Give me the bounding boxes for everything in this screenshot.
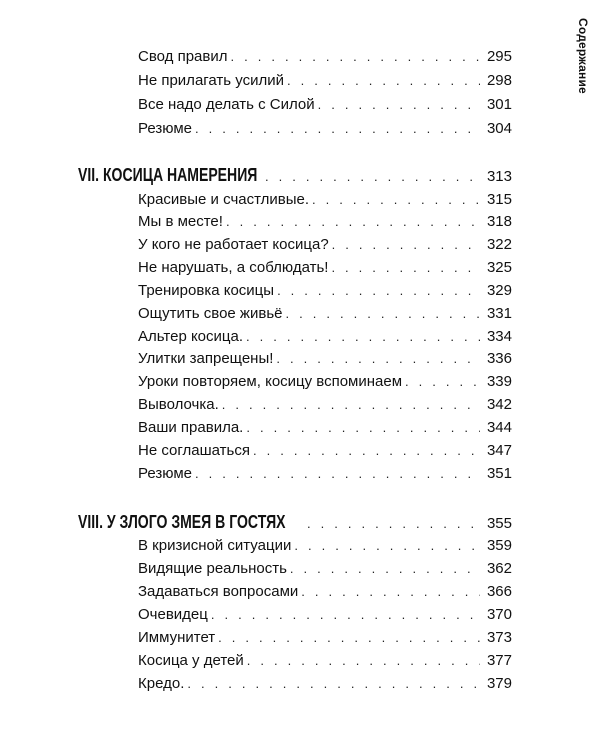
- toc-entry-title: В кризисной ситуации: [138, 537, 292, 554]
- toc-entry: [138, 279, 512, 303]
- toc-entry-page: 342: [486, 396, 512, 413]
- toc-entry-page: 373: [486, 629, 512, 646]
- toc-entry: [138, 325, 512, 349]
- toc-leader-dots: [276, 347, 480, 371]
- toc-entry: [138, 649, 512, 673]
- toc-entry-title: Видящие реальность: [138, 560, 287, 577]
- toc-entry: [138, 347, 512, 371]
- toc-entry-title: Очевидец: [138, 606, 208, 623]
- toc-leader-dots: [405, 370, 480, 394]
- toc-chapter-page: 355: [486, 515, 512, 532]
- toc-chapter: [78, 510, 512, 534]
- toc-leader-dots: [307, 512, 480, 536]
- toc-leader-dots: [332, 233, 480, 257]
- toc-entry-title: Иммунитет: [138, 629, 216, 646]
- toc-entry: [138, 69, 512, 93]
- toc-entry: [138, 626, 512, 650]
- toc-leader-dots: [246, 416, 480, 440]
- toc-leader-dots: [294, 534, 480, 558]
- toc-entry: [138, 603, 512, 627]
- toc-entry-page: 370: [486, 606, 512, 623]
- toc-leader-dots: [246, 325, 480, 349]
- toc-entry: [138, 580, 512, 604]
- toc-leader-dots: [247, 649, 480, 673]
- toc-entry-page: 366: [486, 583, 512, 600]
- running-head: Содержание: [576, 18, 590, 94]
- toc-entry-page: 329: [486, 282, 512, 299]
- toc-entry-title: Все надо делать с Силой: [138, 96, 315, 113]
- toc-entry: [138, 462, 512, 486]
- toc-entry: [138, 393, 512, 417]
- toc-chapter-title: VII. КОСИЦА НАМЕРЕНИЯ: [78, 165, 258, 185]
- toc-entry-title: Тренировка косицы: [138, 282, 275, 299]
- toc-leader-dots: [331, 256, 480, 280]
- toc-leader-dots: [301, 580, 480, 604]
- toc-entry-page: 298: [486, 72, 512, 89]
- toc-entry-title: Свод правил: [138, 48, 228, 65]
- toc-entry-page: 325: [486, 259, 512, 276]
- toc-leader-dots: [218, 626, 480, 650]
- toc-leader-dots: [285, 302, 480, 326]
- toc-leader-dots: [312, 188, 480, 212]
- toc-entry-page: 295: [486, 48, 512, 65]
- toc-leader-dots: [222, 393, 480, 417]
- toc-entry-title: Выволочка.: [138, 396, 219, 413]
- toc-entry-page: 339: [486, 373, 512, 390]
- toc-entry-title: Красивые и счастливые.: [138, 191, 310, 208]
- toc-entry: [138, 117, 512, 141]
- toc-leader-dots: [318, 93, 480, 117]
- toc-entry: [138, 93, 512, 117]
- toc-entry-title: Альтер косица.: [138, 328, 244, 345]
- toc-leader-dots: [187, 672, 480, 696]
- toc-entry: [138, 256, 512, 280]
- toc-entry-title: Ваши правила.: [138, 419, 244, 436]
- toc-entry: [138, 557, 512, 581]
- toc-leader-dots: [195, 117, 480, 141]
- toc-entry-title: Ощутить свое живьё: [138, 305, 283, 322]
- toc-entry-page: 315: [486, 191, 512, 208]
- toc-entry-title: Мы в месте!: [138, 213, 223, 230]
- toc-entry-page: 318: [486, 213, 512, 230]
- toc-entry: [138, 45, 512, 69]
- toc-leader-dots: [195, 462, 480, 486]
- toc-entry: [138, 534, 512, 558]
- toc-leader-dots: [211, 603, 480, 627]
- toc-entry-page: 336: [486, 350, 512, 367]
- toc-entry-page: 304: [486, 120, 512, 137]
- toc-entry-page: 344: [486, 419, 512, 436]
- toc-entry-page: 351: [486, 465, 512, 482]
- toc-chapter-title: VIII. У ЗЛОГО ЗМЕЯ В ГОСТЯХ: [78, 512, 286, 532]
- toc-entry: [138, 210, 512, 234]
- toc-entry-title: Уроки повторяем, косицу вспоминаем: [138, 373, 403, 390]
- toc-leader-dots: [230, 45, 480, 69]
- toc-entry: [138, 370, 512, 394]
- toc-entry-title: Не прилагать усилий: [138, 72, 285, 89]
- toc-entry-title: Не соглашаться: [138, 442, 250, 459]
- toc-leader-dots: [253, 439, 480, 463]
- toc-entry-page: 301: [486, 96, 512, 113]
- toc-entry-page: 334: [486, 328, 512, 345]
- toc-entry-page: 347: [486, 442, 512, 459]
- toc-entry-title: Улитки запрещены!: [138, 350, 274, 367]
- toc-leader-dots: [226, 210, 480, 234]
- toc-entry: [138, 439, 512, 463]
- toc-leader-dots: [277, 279, 480, 303]
- toc-entry-page: 359: [486, 537, 512, 554]
- toc-entry-page: 322: [486, 236, 512, 253]
- toc-entry: [138, 188, 512, 212]
- toc-leader-dots: [290, 557, 480, 581]
- toc-entry-page: 377: [486, 652, 512, 669]
- toc-entry-title: У кого не работает косица?: [138, 236, 329, 253]
- toc-entry-title: Не нарушать, а соблюдать!: [138, 259, 329, 276]
- toc-entry-title: Кредо.: [138, 675, 185, 692]
- toc-entry: [138, 233, 512, 257]
- toc-leader-dots: [265, 165, 480, 189]
- toc-chapter-page: 313: [486, 168, 512, 185]
- toc-entry-title: Резюме: [138, 465, 192, 482]
- toc-entry-title: Задаваться вопросами: [138, 583, 299, 600]
- toc-entry-page: 331: [486, 305, 512, 322]
- toc-entry: [138, 416, 512, 440]
- toc-chapter: [78, 163, 512, 187]
- toc-entry-page: 362: [486, 560, 512, 577]
- toc-entry-page: 379: [486, 675, 512, 692]
- toc-leader-dots: [287, 69, 480, 93]
- toc-entry: [138, 672, 512, 696]
- toc-entry-title: Косица у детей: [138, 652, 244, 669]
- toc-entry-title: Резюме: [138, 120, 192, 137]
- toc-entry: [138, 302, 512, 326]
